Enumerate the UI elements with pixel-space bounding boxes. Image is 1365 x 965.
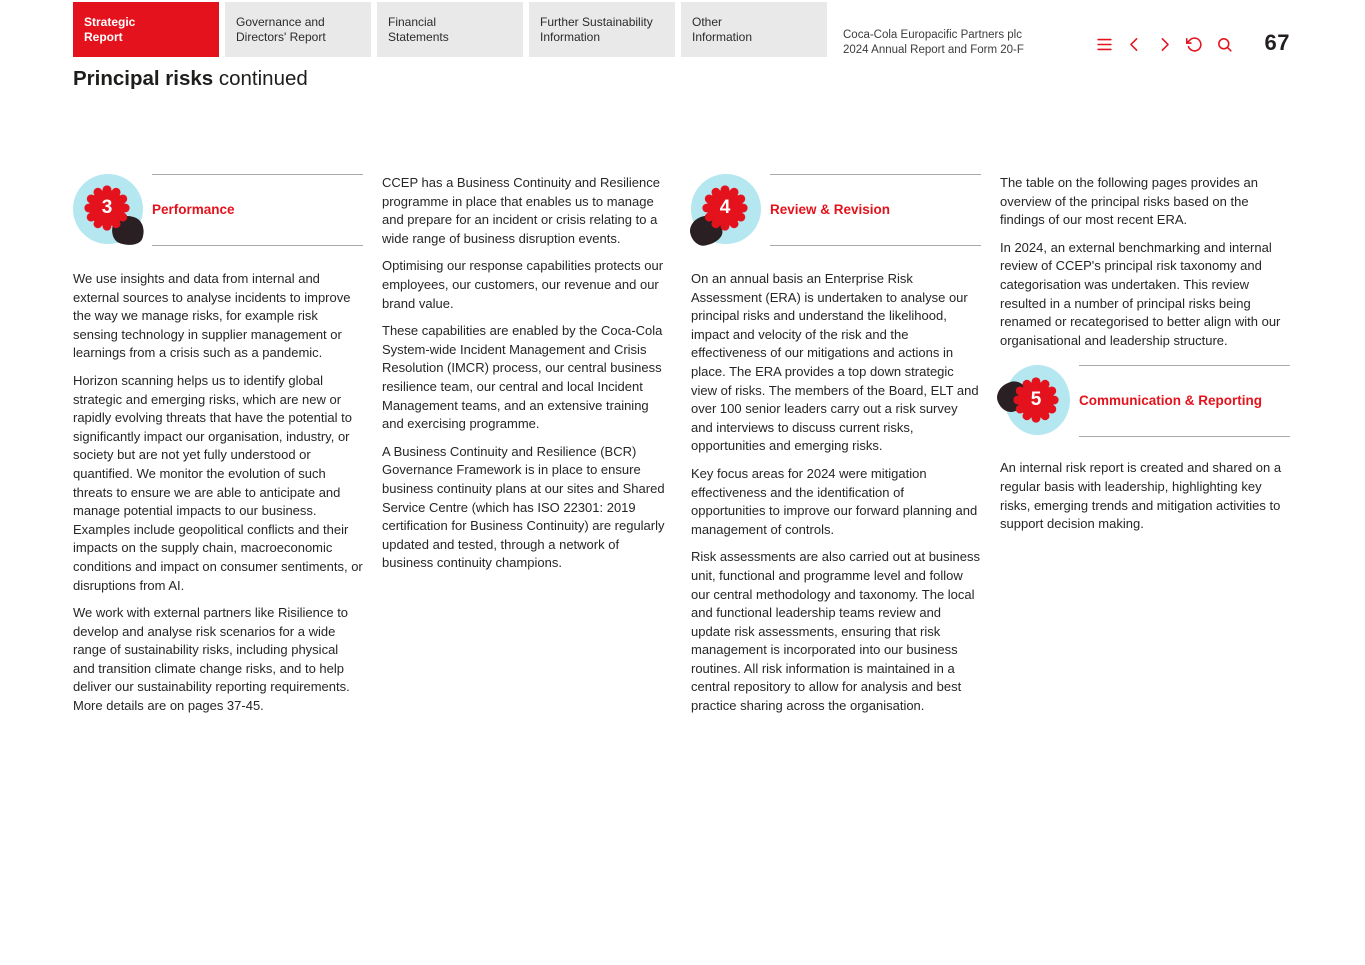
tab-label: Financial Statements <box>388 14 449 44</box>
review-revision-badge <box>691 174 761 244</box>
tab-strategic-report[interactable] <box>73 2 219 57</box>
body-paragraph: CCEP has a Business Continuity and Resilience programme in place that enables us to manage and prepare for an incident or crisis relating to a wide range of business disruption events. <box>382 175 660 246</box>
body-paragraph: A Business Continuity and Resilience (BCR) Governance Framework is in place to ensure business continuity plans at our sites and Shared Service Centre (which has ISO 22301: 2019 certification for Business Continuity) are regularly updated and tested, through a network of business continuity champions. <box>382 443 665 571</box>
section-title-communication-reporting: Communication & Reporting <box>1079 393 1262 409</box>
body-paragraph: Horizon scanning helps us to identify global strategic and emerging risks, which are new or rapidly evolving threats that have the potential to significantly impact our organisation, industry, or society but are not yet fully understood or quantified. We monitor the evolution of such threats to ensure we are able to anticipate and manage potential impacts to our business. Examples include geopolitical conflicts and their impacts on the supply chain, macroeconomic conditions and impact on consumer sentiments, or disruptions from AI. <box>73 372 363 593</box>
page-title-regular: continued <box>218 67 308 90</box>
performance-badge <box>73 174 143 244</box>
tab-label: Governance and Directors' Report <box>236 14 326 44</box>
badge-rosette-icon <box>1013 377 1059 423</box>
page-title-bold: Principal risks <box>73 67 214 90</box>
body-paragraph: We work with external partners like Risilience to develop and analyse risk scenarios for a wide range of sustainability risks, including physical and transition climate change risks, and to help deliver our sustainability reporting requirements. More details are on pages 37-45. <box>73 605 350 714</box>
body-paragraph: These capabilities are enabled by the Coca-Cola System-wide Incident Management and Crisis Resolution (IMCR) process, our central business resilience team, our central and local Incident Management teams, and an extensive training and exercising programme. <box>382 323 663 432</box>
tab-label: Strategic Report <box>84 14 136 44</box>
column-business-continuity <box>382 174 672 725</box>
brand-line-1: Coca-Cola Europacific Partners plc <box>843 29 1022 41</box>
tab-other-information[interactable] <box>681 2 827 57</box>
undo-icon[interactable] <box>1185 36 1203 54</box>
body-paragraph: An internal risk report is created and shared on a regular basis with leadership, highlighting key risks, emerging trends and mitigation activities to support decision making. <box>1000 460 1282 532</box>
communication-reporting-badge <box>1000 365 1070 435</box>
badge-number: 3 <box>101 197 113 218</box>
badge-number: 4 <box>719 197 731 218</box>
section-title-block <box>1079 365 1290 437</box>
top-navigation <box>73 2 1290 57</box>
badge-rosette-icon <box>84 185 130 231</box>
page-title <box>73 67 1290 91</box>
body-paragraph: On an annual basis an Enterprise Risk Assessment (ERA) is undertaken to analyse our principal risks and understand the likelihood, impact and velocity of the risk and the effectiveness of our mitigations and actions in place. The ERA provides a top down strategic view of risks. The members of the Board, ELT and over 100 senior leaders carry out a risk survey and interviews to discuss current risks, opportunities and emerging risks. <box>691 271 979 454</box>
toolbar <box>1095 2 1233 57</box>
tab-further-sustainability-information[interactable] <box>529 2 675 57</box>
tab-label: Other Information <box>692 14 753 44</box>
body-paragraph: Risk assessments are also carried out at business unit, functional and programme level and follow our central methodology and taxonomy. The local and functional leadership teams review and update risk assessments, ensuring that risk management is incorporated into our business routines. All risk information is maintained in a central repository to allow for analysis and best practice sharing across the organisation. <box>691 549 981 714</box>
chevron-right-icon[interactable] <box>1155 36 1173 54</box>
body-paragraph: Key focus areas for 2024 were mitigation effectiveness and the identification of opportunities to improve our forward planning and management of controls. <box>691 465 978 537</box>
section-head-communication-reporting <box>1000 365 1290 437</box>
section-title-performance: Performance <box>152 201 235 217</box>
section-tabs <box>73 2 827 57</box>
section-title-block <box>152 174 363 246</box>
body-paragraph: We use insights and data from internal and external sources to analyse incidents to improve the way we manage risks, for example risk sensing technology in supplier management or learnings from a crisis such as a pandemic. <box>73 271 351 361</box>
badge-rosette-icon <box>702 185 748 231</box>
body-paragraph: In 2024, an external benchmarking and internal review of CCEP's principal risk taxonomy and categorisation was undertaken. This review resulted in a number of principal risks being renamed or recategorised to better align with our organisational and leadership structure. <box>1000 239 1281 348</box>
section-head-performance <box>73 174 363 246</box>
brand-text <box>843 2 1055 57</box>
search-icon[interactable] <box>1215 36 1233 54</box>
tab-label: Further Sustainability Information <box>540 14 653 44</box>
column-review-revision <box>691 174 981 725</box>
menu-icon[interactable] <box>1095 36 1113 54</box>
page-number: 67 <box>1264 30 1290 55</box>
brand-line-2: 2024 Annual Report and Form 20-F <box>843 43 1024 56</box>
column-performance <box>73 174 363 725</box>
body-paragraph: The table on the following pages provides an overview of the principal risks based on the findings of our most recent ERA. <box>1000 175 1259 228</box>
section-head-review-revision <box>691 174 981 246</box>
chevron-left-icon[interactable] <box>1125 36 1143 54</box>
content-columns <box>73 174 1290 725</box>
section-title-review-revision: Review & Revision <box>770 201 891 217</box>
section-title-block <box>770 174 981 246</box>
body-paragraph: Optimising our response capabilities protects our employees, our customers, our revenue and our brand value. <box>382 258 664 311</box>
tab-financial-statements[interactable] <box>377 2 523 57</box>
badge-number: 5 <box>1030 389 1042 411</box>
column-communication-reporting <box>1000 174 1290 725</box>
tab-governance-directors-report[interactable] <box>225 2 371 57</box>
